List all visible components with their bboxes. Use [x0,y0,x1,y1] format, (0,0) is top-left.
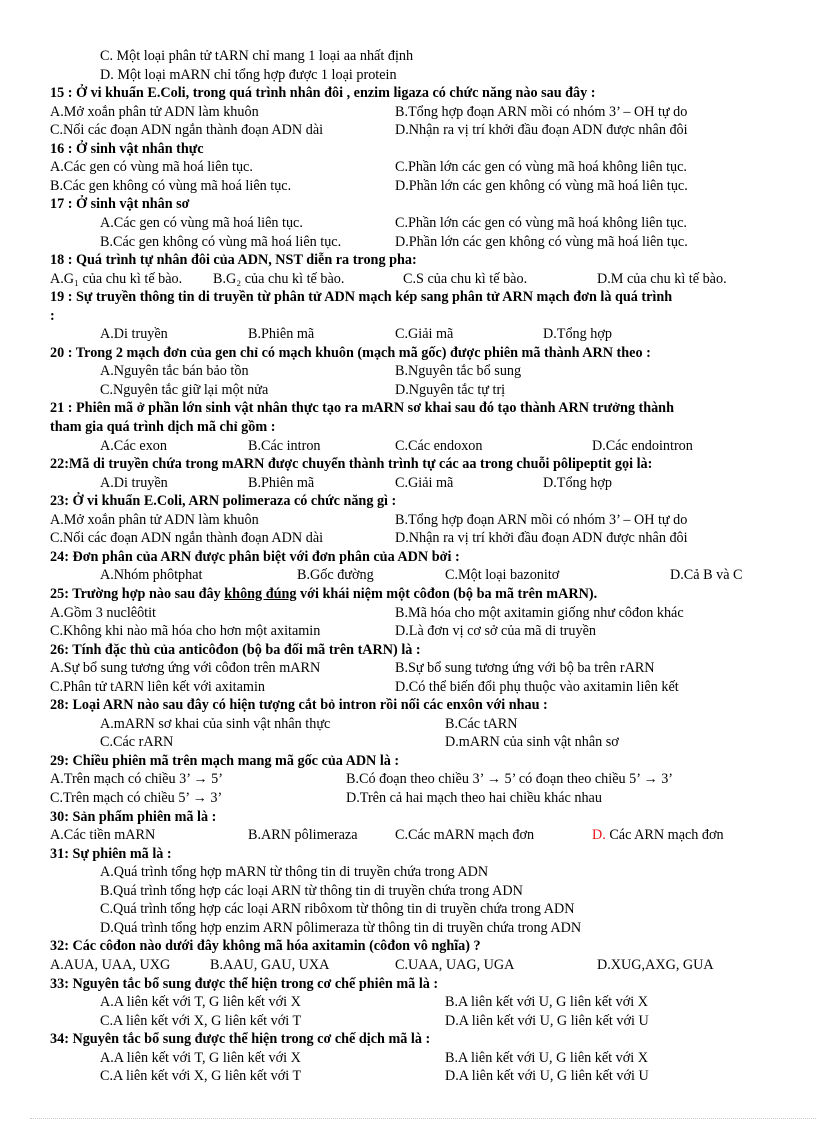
text-segment: Các ARN mạch đơn [605,827,724,843]
answer-option [395,233,688,251]
question-text [50,1030,430,1048]
answer-option [248,325,314,343]
text-segment: 28: Loại ARN nào sau đây có hiện tượng cắt bỏ intron rồi nối các enxôn với nhau : [50,697,548,713]
answer-option [100,1012,301,1030]
answer-option [50,956,170,974]
text-segment: B.ARN pôlimeraza [248,827,358,843]
answer-option [100,566,202,584]
question-text [50,845,172,863]
text-segment: D.XUG,AXG, GUA [597,957,714,973]
answer-option [100,863,488,881]
text-segment: A.Mở xoắn phân tử ADN làm khuôn [50,512,259,528]
answer-option [395,381,505,399]
answer-option [395,103,687,121]
text-segment: D.mARN của sinh vật nhân sơ [445,734,619,750]
answer-option [248,437,321,455]
answer-option [395,474,453,492]
answer-option [597,270,727,288]
text-segment: C.Các endoxon [395,438,483,454]
text-segment: A.Các tiền mARN [50,827,156,843]
question-text [50,84,596,102]
text-segment: D.Là đơn vị cơ sở của mã di truyền [395,623,596,639]
text-segment: B.AAU, GAU, UXA [210,957,330,973]
answer-option [395,158,687,176]
text-segment: B.Quá trình tổng hợp các loại ARN từ thông tin di truyền chứa trong ADN [100,883,523,899]
text-segment: 17 : Ở sinh vật nhân sơ [50,196,190,212]
text-segment: B.Phiên mã [248,326,315,342]
answer-option [395,362,521,380]
text-segment: 16 : Ở sinh vật nhân thực [50,141,204,157]
answer-option [100,47,413,65]
answer-option [100,733,173,751]
text-segment: D.Có thể biến đổi phụ thuộc vào axitamin liên kết [395,679,679,695]
text-segment: B.Mã hóa cho một axitamin giống như côđon khác [395,605,684,621]
answer-option [395,956,514,974]
text-segment: B.Các intron [248,438,321,454]
text-segment: C.Một loại bazonitơ [445,567,560,583]
text-segment: A.Sự bổ sung tương ứng với côđon trên mARN [50,660,321,676]
text-segment: B.Tổng hợp đoạn ARN mồi có nhóm 3’ – OH tự do [395,104,688,120]
answer-option [50,604,156,622]
text-segment: B.G₂ của chu kì tế bào. [213,271,345,287]
question-text [50,455,652,473]
text-segment: D.M của chu kì tế bào. [597,271,727,287]
answer-option [100,66,397,84]
text-segment: C.Quá trình tổng hợp các loại ARN ribôxom từ thông tin di truyền chứa trong ADN [100,901,575,917]
text-segment: A.AUA, UAA, UXG [50,957,171,973]
answer-option [100,993,301,1011]
text-segment: : [50,308,55,324]
text-segment: D.Nhận ra vị trí khởi đầu đoạn ADN được nhân đôi [395,122,688,138]
answer-option [592,437,693,455]
answer-option [297,566,374,584]
text-segment: A.Các exon [100,438,167,454]
text-segment: B.Các gen không có vùng mã hoá liên tục. [50,178,292,194]
text-segment: 15 : Ở vi khuẩn E.Coli, trong quá trình nhân đôi , enzim ligaza có chức năng nào sau đây : [50,85,596,101]
question-text [50,752,399,770]
text-segment: C.A liên kết với X, G liên kết với T [100,1013,302,1029]
text-segment: D.Nhận ra vị trí khởi đầu đoạn ADN được nhân đôi [395,530,688,546]
question-text [50,808,216,826]
answer-option [100,233,341,251]
answer-option [100,474,168,492]
text-segment: C. Một loại phân tử tARN chỉ mang 1 loại aa nhất định [100,48,414,64]
text-segment: 34: Nguyên tắc bổ sung được thể hiện trong cơ chế dịch mã là : [50,1031,431,1047]
answer-option [100,900,574,918]
text-segment: C.Các rARN [100,734,174,750]
answer-option [213,270,344,288]
answer-option [100,325,168,343]
text-segment: 30: Sản phẩm phiên mã là : [50,809,217,825]
text-segment: C.Các mARN mạch đơn [395,827,535,843]
text-segment: C.UAA, UAG, UGA [395,957,515,973]
answer-option [248,826,358,844]
text-segment: A.mARN sơ khai của sinh vật nhân thực [100,716,331,732]
text-segment: B.Nguyên tắc bổ sung [395,363,522,379]
text-segment: B.A liên kết với U, G liên kết với X [445,994,648,1010]
answer-option [50,121,323,139]
text-segment: 18 : Quá trình tự nhân đôi của ADN, NST diễn ra trong pha: [50,252,417,268]
question-text [50,251,417,269]
answer-option [395,325,453,343]
text-segment: B.Gốc đường [297,567,374,583]
question-text [50,344,651,362]
question-text [50,548,460,566]
text-segment: A.Các gen có vùng mã hoá liên tục. [50,159,253,175]
text-segment: D.Tổng hợp [543,475,612,491]
answer-option [395,826,534,844]
text-segment: B.Các gen không có vùng mã hoá liên tục. [100,234,342,250]
answer-option [445,566,559,584]
question-text [50,585,597,603]
text-segment: A.A liên kết với T, G liên kết với X [100,1050,301,1066]
question-text [50,418,275,436]
answer-option [100,362,249,380]
text-segment: D. [592,827,606,843]
underlined-emphasis: không đúng [224,586,297,602]
text-segment: B.Sự bổ sung tương ứng với bộ ba trên rARN [395,660,655,676]
text-segment: D.Cả B và C [670,567,743,583]
text-segment: tham gia quá trình dịch mã chỉ gồm : [50,419,276,435]
text-segment: B.Các tARN [445,716,518,732]
text-segment: 29: Chiều phiên mã trên mạch mang mã gốc của ADN là : [50,753,400,769]
text-segment: C.Không khi nào mã hóa cho hơn một axitamin [50,623,321,639]
question-text [50,307,55,325]
answer-option [597,956,714,974]
text-segment: 22:Mã di truyền chứa trong mARN được chuyển thành trình tự các aa trong chuỗi pôlipeptit gọi là: [50,456,653,472]
answer-option [395,659,655,677]
question-text [50,975,438,993]
text-segment: 25: Trường hợp nào sau đây [50,586,225,602]
question-text [50,492,396,510]
answer-option [346,770,673,788]
text-segment: 19 : Sự truyền thông tin di truyền từ phân tử ADN mạch kép sang phân tử ARN mạch đơn là quá trình [50,289,673,305]
text-segment: 21 : Phiên mã ở phần lớn sinh vật nhân thực tạo ra mARN sơ khai sau đó tạo thành ARN trưởng thành [50,400,674,416]
answer-option [50,103,259,121]
answer-option [100,1067,301,1085]
answer-option [50,177,291,195]
answer-option [50,270,182,288]
answer-option [50,826,155,844]
answer-option [100,882,523,900]
answer-option [395,177,688,195]
text-segment: 32: Các côđon nào dưới đây không mã hóa axitamin (côđon vô nghĩa) ? [50,938,481,954]
text-segment: D.Tổng hợp [543,326,612,342]
text-segment: D.A liên kết với U, G liên kết với U [445,1068,649,1084]
text-segment: A.Các gen có vùng mã hoá liên tục. [100,215,303,231]
answer-option [50,622,320,640]
text-segment: C.Nối các đoạn ADN ngắn thành đoạn ADN dài [50,530,324,546]
text-segment: A.Mở xoắn phân tử ADN làm khuôn [50,104,259,120]
text-segment: D.Phần lớn các gen không có vùng mã hoá liên tục. [395,234,688,250]
answer-option [395,437,482,455]
answer-option [395,511,687,529]
text-segment: C.Giải mã [395,326,454,342]
answer-option [445,1067,649,1085]
answer-option [50,158,253,176]
text-segment: D. Một loại mARN chỉ tổng hợp được 1 loại protein [100,67,397,83]
text-segment: A.Trên mạch có chiều 3’ → 5’ [50,771,223,787]
text-segment: A.Di truyền [100,326,168,342]
answer-option [248,474,314,492]
answer-option [395,604,684,622]
text-segment: với khái niệm một côđon (bộ ba mã trên mARN). [296,586,598,602]
answer-option [403,270,527,288]
answer-option [100,715,330,733]
text-segment: 33: Nguyên tắc bổ sung được thể hiện trong cơ chế phiên mã là : [50,976,439,992]
text-segment: 23: Ở vi khuẩn E.Coli, ARN polimeraza có chức năng gì : [50,493,397,509]
text-segment: D.Trên cả hai mạch theo hai chiều khác nhau [346,790,602,806]
answer-option [100,437,167,455]
question-text [50,195,190,213]
answer-option [100,381,268,399]
answer-option [592,826,724,844]
text-segment: A.Quá trình tổng hợp mARN từ thông tin di truyền chứa trong ADN [100,864,489,880]
text-segment: B.Tổng hợp đoạn ARN mồi có nhóm 3’ – OH tự do [395,512,688,528]
question-text [50,696,548,714]
text-segment: C.S của chu kì tế bào. [403,271,528,287]
text-segment: B.A liên kết với U, G liên kết với X [445,1050,648,1066]
text-segment: C.Phần lớn các gen có vùng mã hoá không liên tục. [395,159,687,175]
answer-option [50,770,223,788]
page-bottom-divider [30,1118,816,1119]
text-segment: A.Nguyên tắc bán bảo tồn [100,363,249,379]
answer-option [395,529,688,547]
text-segment: C.A liên kết với X, G liên kết với T [100,1068,302,1084]
answer-option [100,919,581,937]
answer-option [445,1049,648,1067]
question-text [50,641,421,659]
answer-option [445,715,518,733]
answer-option [50,659,320,677]
text-segment: A.A liên kết với T, G liên kết với X [100,994,301,1010]
text-segment: C.Giải mã [395,475,454,491]
question-text [50,288,672,306]
text-segment: A.G₁ của chu kì tế bào. [50,271,183,287]
answer-option [50,678,265,696]
text-segment: C.Trên mạch có chiều 5’ → 3’ [50,790,223,806]
text-segment: 26: Tính đặc thù của anticôđon (bộ ba đối mã trên tARN) là : [50,642,421,658]
text-segment: D.Nguyên tắc tự trị [395,382,506,398]
text-segment: 24: Đơn phân của ARN được phân biệt với đơn phân của ADN bởi : [50,549,460,565]
text-segment: 31: Sự phiên mã là : [50,846,172,862]
answer-option [210,956,329,974]
text-segment: A.Gồm 3 nuclêôtit [50,605,156,621]
answer-option [543,474,612,492]
text-segment: 20 : Trong 2 mạch đơn của gen chỉ có mạch khuôn (mạch mã gốc) được phiên mã thành ARN theo : [50,345,651,361]
text-segment: C.Nối các đoạn ADN ngắn thành đoạn ADN dài [50,122,324,138]
text-segment: D.Phần lớn các gen không có vùng mã hoá liên tục. [395,178,688,194]
answer-option [445,1012,649,1030]
question-text [50,937,481,955]
text-segment: A.Nhóm phôtphat [100,567,203,583]
question-text [50,399,674,417]
text-segment: C.Phân tử tARN liên kết với axitamin [50,679,265,695]
text-segment: B.Phiên mã [248,475,315,491]
answer-option [100,214,303,232]
text-segment: B.Có đoạn theo chiều 3’ → 5’ có đoạn theo chiều 5’ → 3’ [346,771,674,787]
answer-option [543,325,612,343]
answer-option [50,529,323,547]
text-segment: D.Quá trình tổng hợp enzim ARN pôlimeraza từ thông tin di truyền chứa trong ADN [100,920,582,936]
answer-option [50,789,222,807]
answer-option [50,511,259,529]
text-segment: D.Các endointron [592,438,693,454]
answer-option [100,1049,301,1067]
question-text [50,140,204,158]
text-segment: C.Phần lớn các gen có vùng mã hoá không liên tục. [395,215,687,231]
answer-option [395,214,687,232]
answer-option [395,622,596,640]
text-segment: C.Nguyên tắc giữ lại một nửa [100,382,269,398]
answer-option [395,678,679,696]
answer-option [346,789,602,807]
answer-option [445,993,648,1011]
answer-option [395,121,688,139]
text-segment: A.Di truyền [100,475,168,491]
answer-option [445,733,619,751]
answer-option [670,566,743,584]
text-segment: D.A liên kết với U, G liên kết với U [445,1013,649,1029]
